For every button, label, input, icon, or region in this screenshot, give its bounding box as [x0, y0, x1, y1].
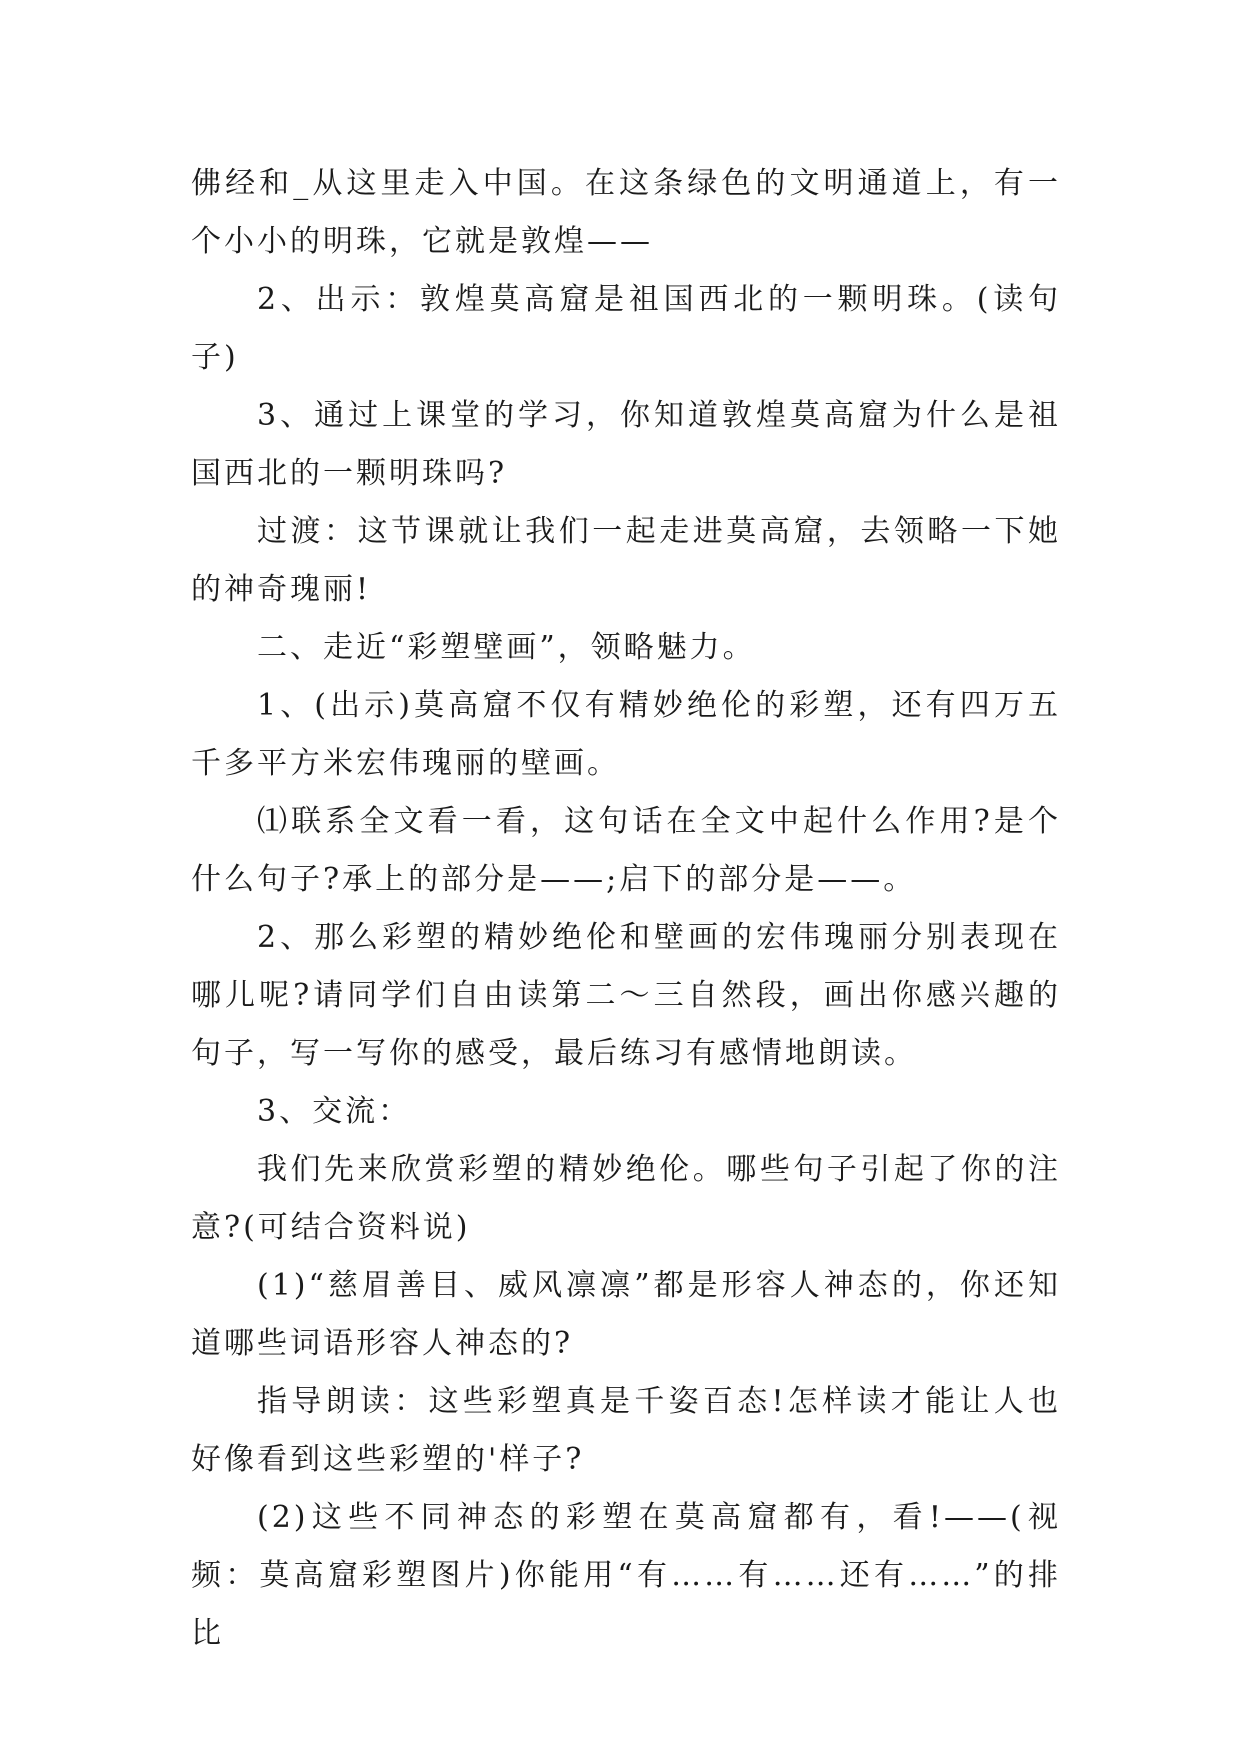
paragraph: (2)这些不同神态的彩塑在莫高窟都有，看!——(视频：莫高窟彩塑图片)你能用“有……有……还有……”的排比 [191, 1500, 1061, 1651]
paragraph: 指导朗读：这些彩塑真是千姿百态!怎样读才能让人也好像看到这些彩塑的'样子? [191, 1384, 1061, 1477]
section-heading: 二、走近“彩塑壁画”，领略魅力。 [257, 630, 756, 665]
paragraph: 2、出示：敦煌莫高窟是祖国西北的一颗明珠。(读句子) [191, 282, 1061, 375]
paragraph: 3、通过上课堂的学习，你知道敦煌莫高窟为什么是祖国西北的一颗明珠吗? [191, 398, 1061, 491]
document-body [191, 155, 1061, 1663]
paragraph: 我们先来欣赏彩塑的精妙绝伦。哪些句子引起了你的注意?(可结合资料说) [191, 1152, 1061, 1245]
paragraph: ⑴联系全文看一看，这句话在全文中起什么作用?是个什么句子?承上的部分是——;启下的部分是——。 [191, 804, 1061, 897]
paragraph: 1、(出示)莫高窟不仅有精妙绝伦的彩塑，还有四万五千多平方米宏伟瑰丽的壁画。 [191, 688, 1061, 781]
paragraph: 2、那么彩塑的精妙绝伦和壁画的宏伟瑰丽分别表现在哪儿呢?请同学们自由读第二～三自然段，画出你感兴趣的句子，写一写你的感受，最后练习有感情地朗读。 [191, 920, 1061, 1071]
paragraph: 3、交流： [257, 1094, 412, 1129]
paragraph: 佛经和_从这里走入中国。在这条绿色的文明通道上，有一个小小的明珠，它就是敦煌—— [191, 166, 1061, 259]
paragraph: (1)“慈眉善目、威风凛凛”都是形容人神态的，你还知道哪些词语形容人神态的? [191, 1268, 1061, 1361]
paragraph: 过渡：这节课就让我们一起走进莫高窟，去领略一下她的神奇瑰丽! [191, 514, 1061, 607]
